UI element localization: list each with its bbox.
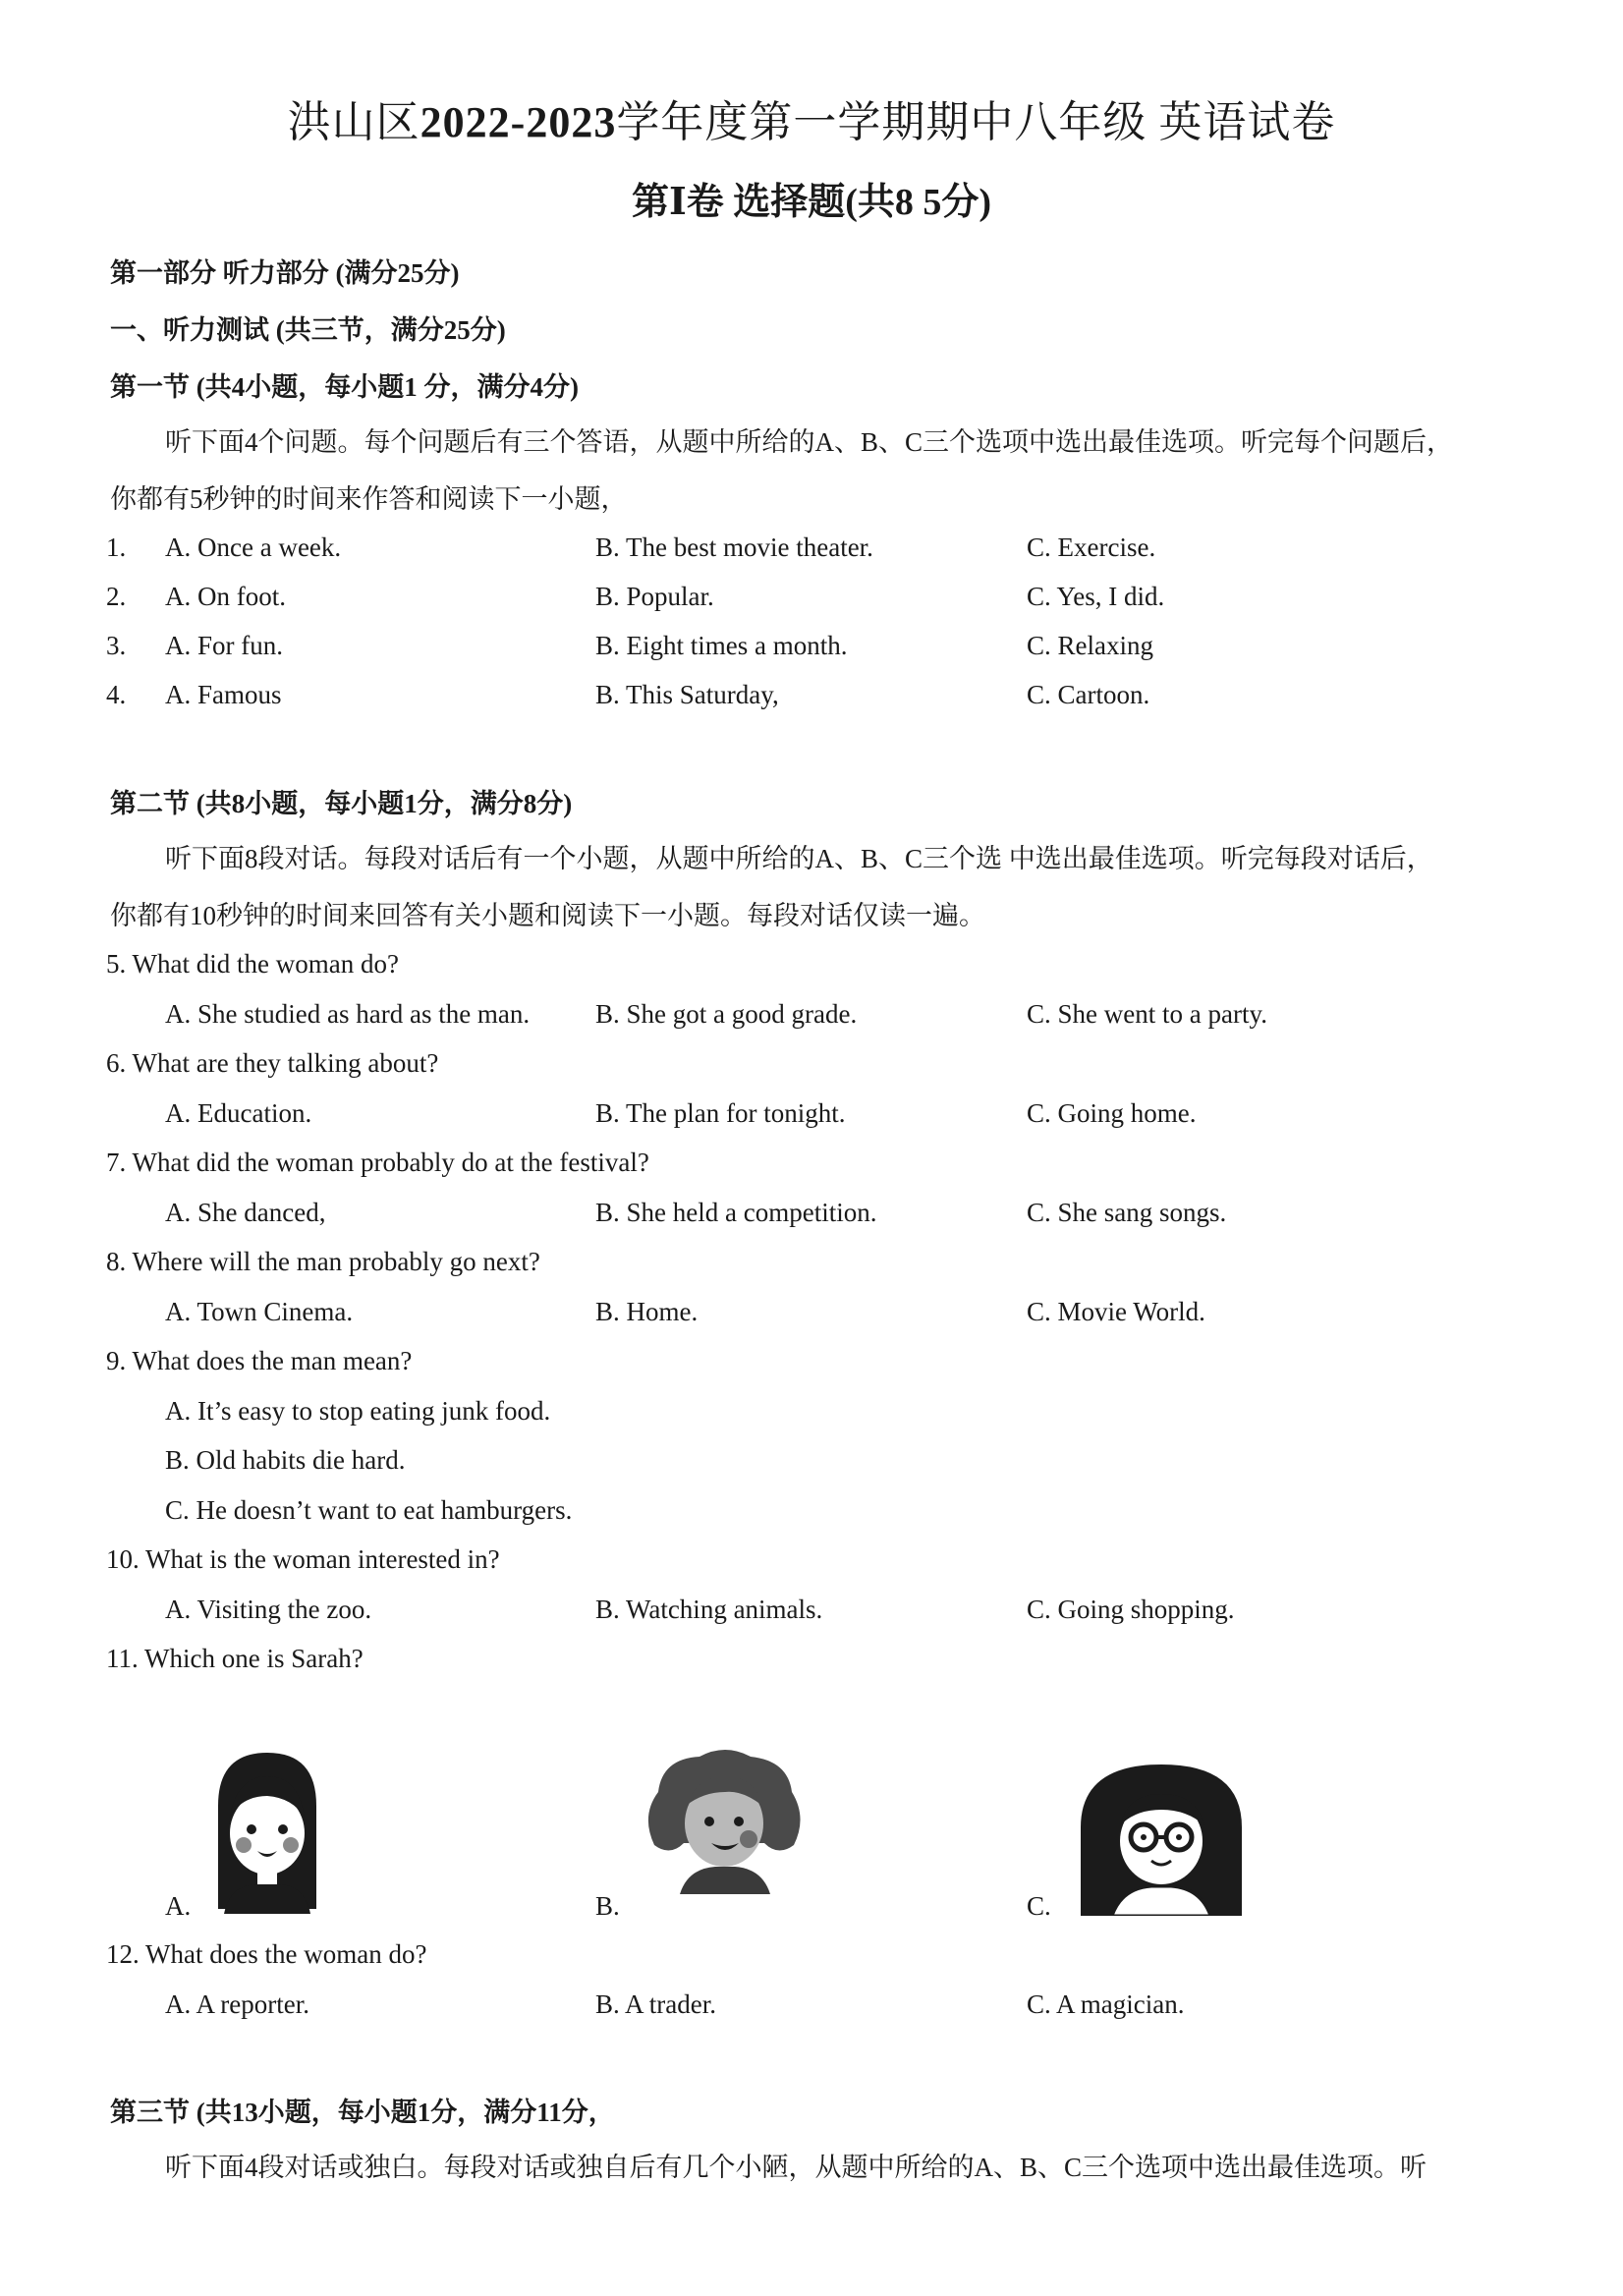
question-text: 5. What did the woman do? xyxy=(106,949,399,979)
option-a: A. Education. xyxy=(165,1098,312,1128)
question-text: 10. What is the woman interested in? xyxy=(106,1544,500,1574)
option-c: C. Going shopping. xyxy=(1027,1595,1235,1624)
question-text: 8. Where will the man probably go next? xyxy=(106,1247,540,1276)
option-b: B. Eight times a month. xyxy=(595,631,848,660)
title-suffix: 学年度第一学期期中八年级 英语试卷 xyxy=(616,98,1336,146)
part1-subheading: 一、听力测试 (共三节，满分25分) xyxy=(110,315,506,345)
option-a: A. It’s easy to stop eating junk food. xyxy=(165,1396,551,1426)
option-c: C. Exercise. xyxy=(1027,532,1156,562)
section3-instruction-line1: 听下面4段对话或独白。每段对话或独自后有几个小陋，从题中所给的A、B、C三个选项中选出最佳选项。听 xyxy=(165,2153,1427,2182)
option-c: C. A magician. xyxy=(1027,1989,1185,2019)
section1-instruction-line2: 你都有5秒钟的时间来作答和阅读下一小题， xyxy=(110,484,628,514)
option-b: B. The best movie theater. xyxy=(595,532,873,562)
option-c: C. Movie World. xyxy=(1027,1297,1205,1326)
question-number: 2. xyxy=(106,582,127,611)
girl-long-hair-image xyxy=(208,1747,326,1914)
option-b: B. She got a good grade. xyxy=(595,999,858,1029)
option-a: A. She studied as hard as the man. xyxy=(165,999,531,1029)
question-text: 9. What does the man mean? xyxy=(106,1346,413,1375)
section2-instruction-line1: 听下面8段对话。每段对话后有一个小题，从题中所给的A、B、C三个选 中选出最佳选项。听完每段对话后， xyxy=(165,844,1433,873)
option-b: B. Home. xyxy=(595,1297,699,1326)
option-a: A. On foot. xyxy=(165,582,286,611)
exam-title xyxy=(0,86,1623,149)
girl-curly-hair-image xyxy=(641,1747,808,1894)
question-text: 12. What does the woman do? xyxy=(106,1939,427,1969)
section2-heading: 第二节 (共8小题，每小题1分，满分8分) xyxy=(110,789,573,818)
title-district: 洪山区 xyxy=(287,98,420,146)
option-b: B. This Saturday, xyxy=(595,680,779,709)
option-c: C. Cartoon. xyxy=(1027,680,1150,709)
option-b: B. The plan for tonight. xyxy=(595,1098,846,1128)
option-a: A. Town Cinema. xyxy=(165,1297,354,1326)
option-c: C. Going home. xyxy=(1027,1098,1197,1128)
option-b: B. A trader. xyxy=(595,1989,716,2019)
question-number: 1. xyxy=(106,532,127,562)
option-b: B. Old habits die hard. xyxy=(165,1445,406,1475)
option-a: A. A reporter. xyxy=(165,1989,309,2019)
option-a: A. Visiting the zoo. xyxy=(165,1595,372,1624)
option-a: A. Famous xyxy=(165,680,282,709)
option-a: A. She danced, xyxy=(165,1198,326,1227)
option-c: C. Yes, I did. xyxy=(1027,582,1165,611)
girl-glasses-image xyxy=(1073,1759,1250,1916)
question-text: 7. What did the woman probably do at the festival? xyxy=(106,1148,649,1177)
section1-heading: 第一节 (共4小题，每小题1 分，满分4分) xyxy=(110,372,579,402)
option-c: C. Relaxing xyxy=(1027,631,1153,660)
question-text: 6. What are they talking about? xyxy=(106,1048,439,1078)
option-c: C. He doesn’t want to eat hamburgers. xyxy=(165,1495,573,1525)
option-b: B. Popular. xyxy=(595,582,714,611)
title-year: 2022-2023 xyxy=(420,98,617,146)
question-text: 11. Which one is Sarah? xyxy=(106,1644,364,1673)
section3-heading: 第三节 (共13小题，每小题1分，满分11分， xyxy=(110,2098,615,2127)
option-c: C. She went to a party. xyxy=(1027,999,1267,1029)
section1-instruction-line1: 听下面4个问题。每个问题后有三个答语，从题中所给的A、B、C三个选项中选出最佳选项。听完每个问题后， xyxy=(165,427,1454,457)
question-number: 3. xyxy=(106,631,127,660)
question-number: 4. xyxy=(106,680,127,709)
option-b: B. Watching animals. xyxy=(595,1595,823,1624)
option-a: A. Once a week. xyxy=(165,532,342,562)
option-c: C. xyxy=(1027,1891,1051,1921)
option-a: A. xyxy=(165,1891,192,1921)
option-b: B. xyxy=(595,1891,620,1921)
option-a: A. For fun. xyxy=(165,631,283,660)
option-b: B. She held a competition. xyxy=(595,1198,877,1227)
section2-instruction-line2: 你都有10秒钟的时间来回答有关小题和阅读下一小题。每段对话仅读一遍。 xyxy=(110,901,985,930)
part1-heading: 第一部分 听力部分 (满分25分) xyxy=(110,258,460,288)
option-c: C. She sang songs. xyxy=(1027,1198,1227,1227)
exam-subtitle: 第Ⅰ卷 选择题(共8 5分) xyxy=(631,182,992,223)
